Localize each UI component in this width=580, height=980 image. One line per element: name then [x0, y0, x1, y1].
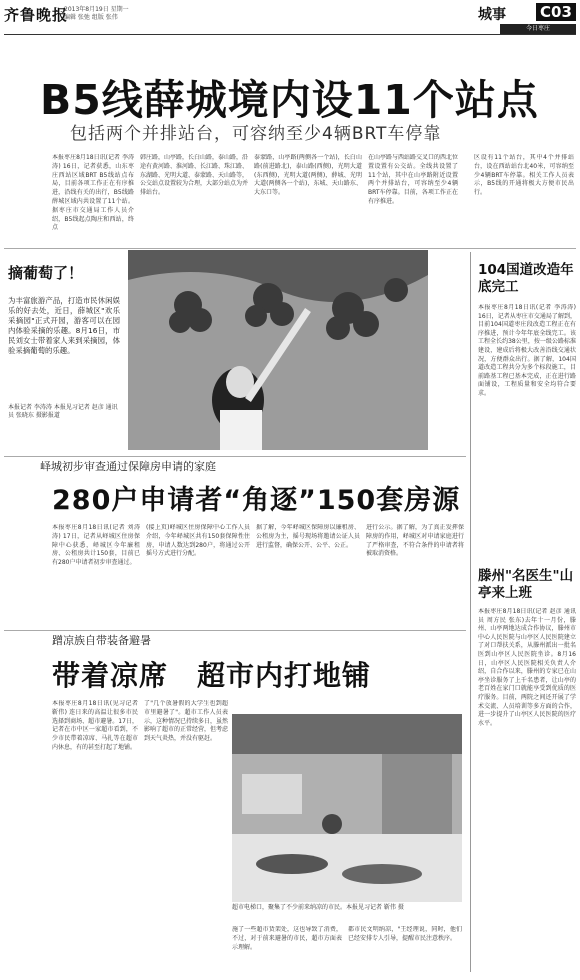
cooling-col-2: 了"几个放暑假的大学生也到超市里避暑了"。超市工作人员表示，这种情况已持续多日，虽然影响了超市的正常经营，但考虑到天气炎热，并没有驱赶。 — [144, 700, 228, 743]
staff-line: 编辑 张弛 组版 张伟 — [64, 14, 118, 21]
cooling-col-1: 本报枣庄8月18日讯(见习记者 靳伟) 连日来的高温让很多市民选择到商场、超市避暑。17日，记者在市中区一家超市看到，不少市民带着凉席、马扎等在超市内休息，有的甚至打起了地铺。 — [52, 700, 138, 751]
grape-picking-photo — [128, 250, 428, 450]
supermarket-photo — [232, 714, 462, 902]
housing-kicker: 峄城初步审查通过保障房申请的家庭 — [40, 460, 216, 473]
cooling-rule — [4, 630, 466, 631]
doctor-title: 滕州"名医生"山亭来上班 — [478, 568, 574, 601]
page-number: C03 — [536, 3, 576, 21]
cooling-kicker: 蹭凉族自带装备避暑 — [52, 634, 151, 647]
doctor-text: 本报枣庄8月18日讯(记者 赵彦 通讯员 周方民 张东)去年十一月份，滕州、山亭两地达成合作协议，滕州市中心人民医院与山亭区人民医院建立了对口帮扶关系，从滕州派出一批名医到山亭区人民医院坐诊。8月16日，山亭区人民医院相关负责人介绍，自合作以来，滕州的专家已在山亭坐诊服务了上千名患者，让山亭的老百姓在家门口就能享受到优质的医疗服务。目前，两院之间还开展了学术交流、人员培训等多方面的合作，进一步提升了山亭区人民医院的医疗水平。 — [478, 608, 576, 727]
housing-col-3: 据了解，今年峄城区保障房以廉租房、公租房为主，摇号现场将邀请公证人员进行监督，确保公开、公平、公正。 — [256, 524, 360, 549]
header-rule — [4, 34, 576, 35]
lead-col-5: 区设有11个站台，其中4个并排站台，设在西站站台北40米，可容纳至少4辆BRT车停靠。相关工作人员表示，B5线的开通将极大方便市民出行。 — [474, 154, 574, 197]
grape-feature-title: 摘葡萄了！ — [8, 264, 84, 282]
lead-col-1: 本报枣庄8月18日讯(记者 李涛涛) 16日，记者获悉，山东枣庄西站区域BRT B5线站点布局，目前各项工作正在有序推进，沿线有关的出行，B5线路薛城区域内共设置了11个站。据枣庄市交通局工作人员介绍，B5线起点陶庄和西站，终点 — [52, 154, 134, 232]
section-name: 城事 — [478, 7, 506, 23]
cooling-col-4: 都市民文明纳凉，"王经理说，同时，他们已经安排专人引导，提醒市民注意秩序。 — [348, 926, 462, 942]
masthead-meta — [64, 6, 224, 22]
road-text: 本报枣庄8月18日讯(记者 李涛涛) 16日，记者从枣庄市交通局了解到，目前104国道枣庄段改造工程正在有序推进，预计今年年底全线完工。该工程全长约38公里，按一级公路标准建设，建成后将极大改善沿线交通状况，方便群众出行。据了解，104国道改造工程共分为多个标段施工，目前路基工程已基本完成，正在进行路面铺设，工程质量和安全均符合要求。 — [478, 304, 576, 397]
lead-subhead: 包括两个并排站台，可容纳至少4辆BRT车停靠 — [70, 124, 442, 144]
lead-rule — [4, 248, 576, 249]
section-tag: 今日枣庄 — [500, 24, 576, 34]
sidebar-divider — [470, 252, 471, 972]
road-title: 104国道改造年底完工 — [478, 262, 574, 295]
date-line: 2013年8月19日 星期一 — [64, 6, 129, 13]
lead-col-4: 在山亭路与西站路交叉口的西北位置设置有公交站。全线共设置了11个站，其中在山亭路附近设置两个并排站台，可容纳至少4辆BRT车停靠。目前，各项工作正在有序推进。 — [368, 154, 458, 205]
supermarket-photo-caption: 超市电梯口，聚集了不少前来纳凉的市民。本报见习记者 靳伟 摄 — [232, 904, 404, 911]
housing-col-1: 本报枣庄8月18日讯(记者 刘涛涛) 17日，记者从峄城区住房保障中心获悉，峄城区今年廉租房、公租房共计150套，目前已有280户申请者初步审查通过。 — [52, 524, 140, 567]
grape-photo-illustration — [128, 250, 428, 450]
housing-col-4: 进行公示。据了解，为了真正发挥保障房的作用，峄城区对申请家庭进行了严格审查，不符合条件的申请者将被取消资格。 — [366, 524, 464, 558]
grape-photo-credit: 本报记者 李涛涛 本报见习记者 赵彦 通讯员 张晓东 摄影报道 — [8, 404, 118, 419]
cooling-col-3: 施了一些超市货架处，这也导致了消费，不过，对于前来避暑的市民，超市方面表示理解。 — [232, 926, 342, 951]
lead-col-3: 泰蒙路，山亭路(两侧各一个站)，长白山路(前进路北)，泰山路(西侧)，光明大道(东西侧)，光明大道(两侧)，薛城、光明大道(两侧各一个站)，东城、天山路东、大东口等。 — [254, 154, 362, 197]
lead-headline: B5线薛城境内设11个站点 — [40, 76, 539, 124]
grape-feature-text: 为丰富旅游产品，打造市民休闲娱乐的好去处，近日，薛城区"欢乐采摘园"正式开园，游客可以在园内体验采摘的乐趣。8月16日，市民刘女士带着家人来到采摘园，体验采摘葡萄的乐趣。 — [8, 296, 120, 355]
housing-rule — [4, 456, 466, 457]
housing-headline: 280户申请者“角逐”150套房源 — [52, 485, 461, 516]
newspaper-name: 齐鲁晚报 — [4, 6, 69, 24]
housing-col-2: (接上页)峄城区住房保障中心工作人员介绍，今年峄城区共有150套保障性住房，申请人数达到280户，将通过公开摇号方式进行分配。 — [146, 524, 250, 558]
cooling-headline: 带着凉席 超市内打地铺 — [52, 659, 372, 692]
lead-col-2: 韩庄路，山亭路，长白山路，泰山路，沿途有黄河路、淮河路、长江路、珠江路、东湖路、光明大道、泰蒙路、天山路等，公交站点设置较为合理，大部分站点为并排站台。 — [140, 154, 248, 197]
supermarket-photo-illustration — [232, 714, 462, 902]
